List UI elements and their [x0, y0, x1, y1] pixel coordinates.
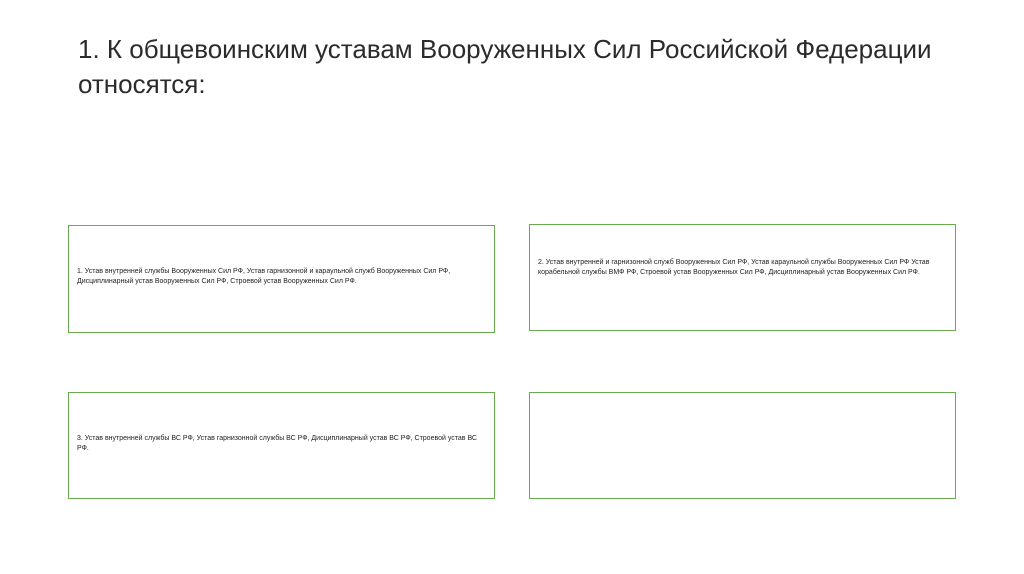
answer-option-4[interactable] [529, 392, 956, 499]
answer-option-2-text: 2. Устав внутренней и гарнизонной служб Вооруженных Сил РФ, Устав караульной службы Вооруженных Сил РФ Устав корабельной службы ВМФ РФ, Строевой устав Вооруженных Сил РФ, Дисциплинарный устав Вооруженных Сил РФ. [538, 258, 930, 276]
answer-option-2[interactable] [529, 224, 956, 331]
answer-option-1-text: 1. Устав внутренней службы Вооруженных Сил РФ, Устав гарнизонной и караульной служб Вооруженных Сил РФ, Дисциплинарный устав Вооруженных Сил РФ, Строевой устав Вооруженных Сил РФ. [77, 268, 451, 285]
question-title: 1. К общевоинским уставам Вооруженных Сил Российской Федерации относятся: [78, 34, 932, 99]
answer-option-3[interactable] [68, 392, 495, 499]
answer-option-1[interactable] [68, 225, 495, 333]
answer-option-3-text: 3. Устав внутренней службы ВС РФ, Устав гарнизонной службы ВС РФ, Дисциплинарный устав ВС РФ, Строевой устав ВС РФ. [77, 434, 477, 452]
